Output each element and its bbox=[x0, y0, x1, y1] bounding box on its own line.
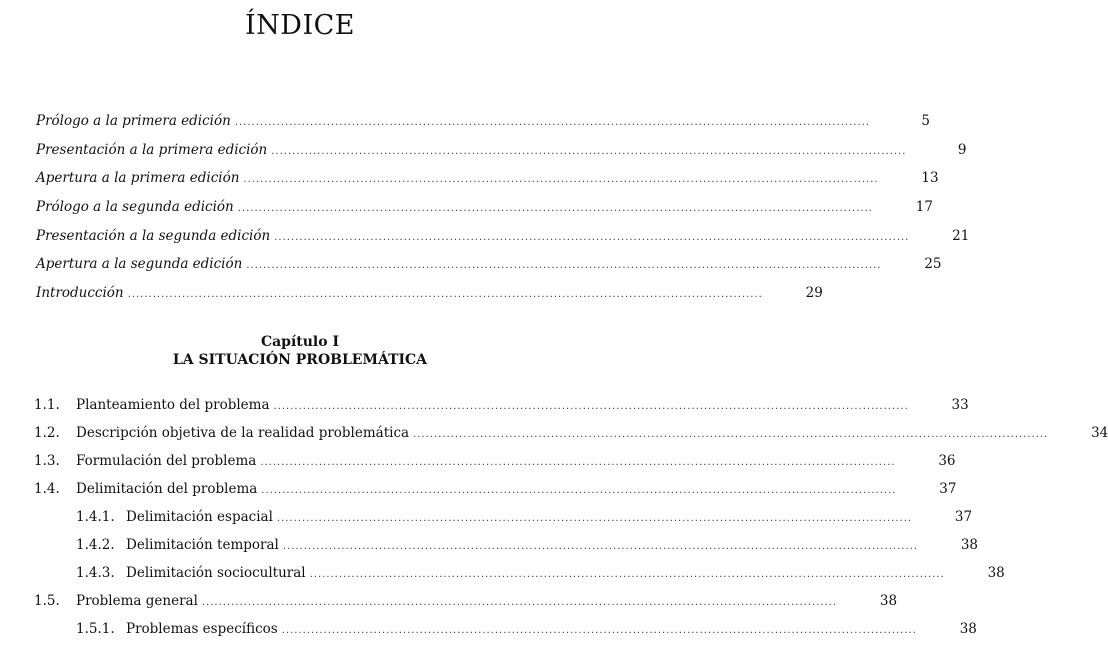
page-title: ÍNDICE bbox=[245, 10, 355, 41]
toc-entry-introduccion[interactable] bbox=[36, 285, 823, 301]
dot-leader: ........................................................................................................................................................ bbox=[261, 485, 897, 496]
section-page: 37 bbox=[939, 481, 957, 497]
dot-leader: ........................................................................................................................................................ bbox=[276, 513, 913, 524]
section-page: 38 bbox=[987, 565, 1005, 581]
toc-entry-apertura-2[interactable] bbox=[36, 256, 942, 272]
section-label: Descripción objetiva de la realidad problemática bbox=[76, 425, 410, 441]
dot-leader: ........................................................................................................................................................ bbox=[271, 146, 907, 157]
toc-section-1-4-3[interactable] bbox=[76, 565, 1005, 581]
section-page: 38 bbox=[879, 593, 898, 609]
toc-entry-page: 13 bbox=[921, 170, 939, 186]
dot-leader: ........................................................................................................................................................ bbox=[281, 625, 917, 636]
section-page: 36 bbox=[938, 453, 956, 469]
toc-entry-label: Introducción bbox=[36, 285, 124, 301]
toc-entry-prologo-2[interactable] bbox=[36, 199, 933, 215]
toc-entry-label: Apertura a la segunda edición bbox=[36, 256, 243, 272]
toc-entry-page: 5 bbox=[921, 113, 930, 129]
chapter-title: LA SITUACIÓN PROBLEMÁTICA bbox=[172, 352, 428, 368]
toc-section-1-4-1[interactable] bbox=[76, 509, 973, 525]
section-label: Problemas específicos bbox=[126, 621, 278, 637]
toc-entry-label: Presentación a la primera edición bbox=[36, 142, 268, 158]
toc-entry-prologo-1[interactable] bbox=[36, 113, 930, 129]
section-page: 34 bbox=[1091, 425, 1108, 441]
toc-section-1-2[interactable] bbox=[34, 425, 1108, 441]
toc-entry-label: Apertura a la primera edición bbox=[36, 170, 240, 186]
section-label: Delimitación del problema bbox=[76, 481, 258, 497]
chapter-number: Capítulo I bbox=[260, 334, 340, 350]
section-number: 1.4.1. bbox=[76, 509, 115, 525]
dot-leader: ........................................................................................................................................................ bbox=[273, 401, 909, 412]
toc-section-1-1[interactable] bbox=[34, 397, 969, 413]
toc-section-1-3[interactable] bbox=[34, 453, 956, 469]
section-page: 38 bbox=[959, 621, 977, 637]
toc-entry-presentacion-2[interactable] bbox=[36, 228, 970, 244]
toc-section-1-4[interactable] bbox=[34, 481, 957, 497]
dot-leader: ........................................................................................................................................................ bbox=[234, 117, 870, 128]
section-number: 1.4.2. bbox=[76, 537, 115, 553]
section-label: Problema general bbox=[76, 593, 198, 609]
section-number: 1.1. bbox=[34, 397, 60, 413]
section-number: 1.4. bbox=[34, 481, 60, 497]
dot-leader: ........................................................................................................................................................ bbox=[237, 203, 873, 214]
section-number: 1.4.3. bbox=[76, 565, 115, 581]
toc-entry-apertura-1[interactable] bbox=[36, 170, 939, 186]
toc-entry-page: 29 bbox=[805, 285, 823, 301]
dot-leader: ........................................................................................................................................................ bbox=[413, 429, 1049, 440]
section-label: Delimitación sociocultural bbox=[126, 565, 306, 581]
toc-entry-page: 21 bbox=[952, 228, 970, 244]
section-number: 1.3. bbox=[34, 453, 60, 469]
section-label: Planteamiento del problema bbox=[76, 397, 270, 413]
toc-entry-page: 17 bbox=[915, 199, 933, 215]
section-number: 1.2. bbox=[34, 425, 60, 441]
section-number: 1.5. bbox=[34, 593, 60, 609]
section-page: 33 bbox=[951, 397, 969, 413]
toc-entry-label: Presentación a la segunda edición bbox=[36, 228, 271, 244]
section-label: Delimitación temporal bbox=[126, 537, 279, 553]
dot-leader: ........................................................................................................................................................ bbox=[282, 541, 919, 552]
toc-entry-label: Prólogo a la primera edición bbox=[36, 113, 231, 129]
dot-leader: ........................................................................................................................................................ bbox=[127, 289, 763, 300]
section-page: 37 bbox=[954, 509, 973, 525]
toc-entry-presentacion-1[interactable] bbox=[36, 142, 967, 158]
dot-leader: ........................................................................................................................................................ bbox=[260, 457, 896, 468]
section-label: Delimitación espacial bbox=[126, 509, 273, 525]
dot-leader: ........................................................................................................................................................ bbox=[274, 232, 910, 243]
section-page: 38 bbox=[960, 537, 979, 553]
toc-entry-page: 9 bbox=[957, 142, 967, 158]
toc-entry-label: Prólogo a la segunda edición bbox=[36, 199, 234, 215]
toc-section-1-5-1[interactable] bbox=[76, 621, 977, 637]
section-label: Formulación del problema bbox=[76, 453, 257, 469]
section-number: 1.5.1. bbox=[76, 621, 115, 637]
dot-leader: ........................................................................................................................................................ bbox=[201, 597, 838, 608]
toc-section-1-5[interactable] bbox=[34, 593, 898, 609]
dot-leader: ........................................................................................................................................................ bbox=[243, 174, 879, 185]
toc-entry-page: 25 bbox=[924, 256, 942, 272]
toc-section-1-4-2[interactable] bbox=[76, 537, 979, 553]
dot-leader: ........................................................................................................................................................ bbox=[309, 569, 945, 580]
dot-leader: ........................................................................................................................................................ bbox=[246, 260, 882, 271]
